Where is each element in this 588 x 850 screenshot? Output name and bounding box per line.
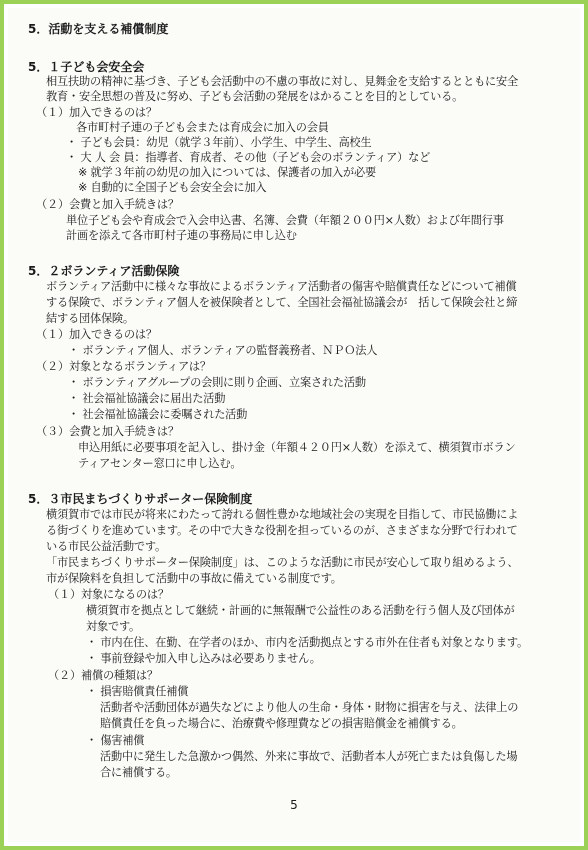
subheading: （３）会費と加入手続きは？ [36, 425, 179, 438]
section-heading-5-2: 5．２ボランティア活動保険 [28, 264, 180, 278]
list-item: ・ 事前登録や加入申し込みは必要ありません。 [86, 652, 321, 665]
subheading: （１）加入できるのは？ [36, 106, 157, 119]
paragraph-line: 横須賀市を拠点として継続・計画的に無報酬で公益性のある活動を行う個人及び団体が [86, 604, 515, 617]
subheading: （１）加入できるのは？ [36, 328, 157, 341]
paragraph-line: 対象です。 [86, 620, 141, 633]
list-item: ・ 大 人 会 員：指導者、育成者、その他（子ども会のボランティア）など [66, 151, 431, 164]
paragraph-line: 申込用紙に必要事項を記入し、掛け金（年額４２０円×人数）を添えて、横須賀市ボラン [78, 441, 516, 454]
paragraph-line: 合に補償する。 [100, 766, 177, 779]
paragraph-line: 単位子ども会や育成会で入会申込書、名簿、会費（年額２００円×人数）および年間行事 [66, 214, 504, 227]
subheading: （２）補償の種類は？ [48, 669, 158, 682]
paragraph-line: する保険で、ボランティア個人を被保険者として、全国社会福祉協議会が 括して保険会社と締 [46, 296, 518, 309]
paragraph-line: 計画を添えて各市町村子連の事務局に申し込む [66, 229, 297, 242]
note-item: ※ 就学３年前の幼児の加入については、保護者の加入が必要 [78, 166, 376, 179]
note-item: ※ 自動的に全国子ども会安全会に加入 [78, 181, 267, 194]
paragraph-line: る街づくりを進めています。その中で大きな役割を担っているのが、さまざまな分野で行われて [46, 524, 518, 537]
section-heading-5-3: 5．３市民まちづくりサポーター保険制度 [28, 492, 253, 506]
page-number: 5 [290, 798, 298, 812]
paragraph-line: 横須賀市では市民が将来にわたって誇れる個性豊かな地域社会の実現を目指して、市民協働によ [46, 508, 519, 521]
paragraph-line: 市が保険料を負担して活動中の事故に備えている制度です。 [46, 572, 342, 585]
paragraph-line: ティアセンター窓口に申し込む。 [78, 457, 242, 470]
list-item: ・ 子ども会員：幼児（就学３年前）、小学生、中学生、高校生 [66, 136, 372, 149]
list-item-title: ・ 傷害補償 [86, 734, 145, 747]
list-item: ・ 社会福祉協議会に届出た活動 [68, 392, 226, 405]
paragraph-line: 結する団体保険。 [46, 312, 134, 325]
paragraph-line: ボランティア活動中に様々な事故によるボランティア活動者の傷害や賠償責任などについて補償 [46, 280, 517, 293]
section-heading-5-1: 5．１子ども会安全会 [28, 60, 145, 74]
paragraph-line: 賠償責任を負った場合に、治療費や修理費などの損害賠償金を補償する。 [100, 717, 463, 730]
paragraph-line: 活動者や活動団体が過失などにより他人の生命・身体・財物に損害を与え、法律上の [100, 701, 519, 714]
paragraph-line: 相互扶助の精神に基づき、子ども会活動中の不慮の事故に対し、見舞金を支給するとともに安全 [46, 75, 519, 88]
document-page [8, 8, 580, 842]
paragraph-line: 教育・安全思想の普及に努め、子ども会活動の発展をはかることを目的としている。 [46, 90, 464, 103]
paragraph-line: 「市民まちづくりサポーター保険制度」は、このような活動に市民が安心して取り組めるよう、 [46, 556, 519, 569]
subheading: （１）対象になるのは？ [48, 588, 169, 601]
page-title: 5．活動を支える補償制度 [28, 22, 169, 36]
subheading: （２）対象となるボランティアは？ [36, 360, 211, 373]
list-item: ・ ボランティア個人、ボランティアの監督義務者、ＮＰＯ法人 [68, 344, 378, 357]
paragraph-line: 活動中に発生した急激かつ偶然、外来に事故で、活動者本人が死亡または負傷した場 [100, 750, 518, 763]
list-item: ・ ボランティアグループの会則に則り企画、立案された活動 [68, 376, 366, 389]
paragraph-line: 各市町村子連の子ども会または育成会に加入の会員 [76, 121, 329, 134]
paragraph-line: いる市民公益活動です。 [46, 540, 166, 553]
list-item: ・ 社会福祉協議会に委嘱された活動 [68, 408, 248, 421]
subheading: （２）会費と加入手続きは？ [36, 198, 179, 211]
list-item-title: ・ 損害賠償責任補償 [86, 685, 189, 698]
list-item: ・ 市内在住、在勤、在学者のほか、市内を活動拠点とする市外在住者も対象となります。 [86, 636, 528, 649]
